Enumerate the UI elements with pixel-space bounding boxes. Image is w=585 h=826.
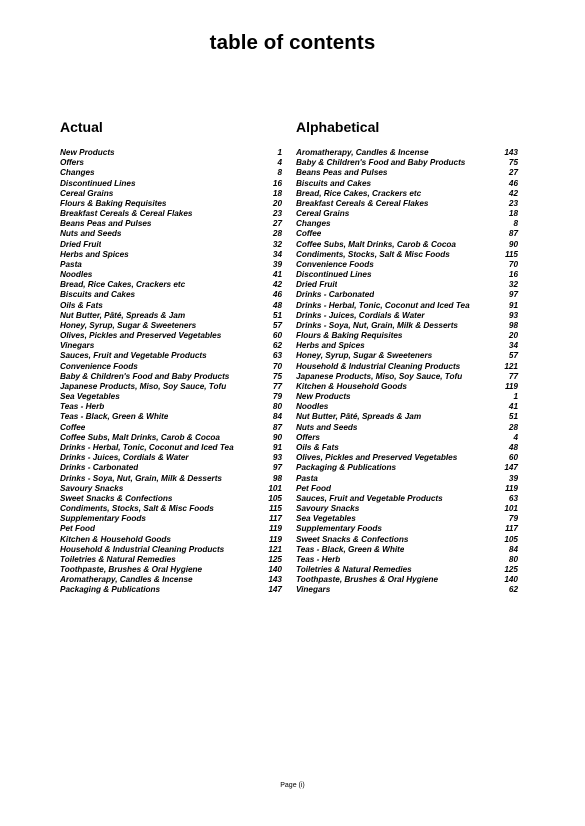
toc-entry[interactable] [296, 402, 518, 412]
actual-entry-list [60, 148, 282, 596]
toc-entry-title: Condiments, Stocks, Salt & Misc Foods [296, 249, 450, 259]
toc-entry-page: 20 [508, 331, 518, 341]
toc-entry-title: Coffee Subs, Malt Drinks, Carob & Cocoa [296, 239, 456, 249]
toc-entry-title: Sauces, Fruit and Vegetable Products [296, 493, 443, 503]
toc-entry-title: Teas - Black, Green & White [296, 544, 405, 554]
toc-entry-title: Pet Food [60, 524, 96, 534]
toc-entry-page: 105 [268, 493, 282, 503]
toc-entry[interactable] [296, 412, 518, 422]
toc-entry-title: Baby & Children's Food and Baby Products [296, 158, 466, 168]
toc-entry-page: 125 [268, 554, 282, 564]
toc-entry-title: Dried Fruit [60, 239, 102, 249]
toc-entry-page: 28 [508, 422, 518, 432]
toc-entry-title: Nuts and Seeds [296, 422, 358, 432]
toc-entry-page: 63 [272, 351, 282, 361]
toc-entry-page: 77 [508, 371, 518, 381]
toc-entry-page: 80 [272, 402, 282, 412]
toc-entry[interactable] [296, 362, 518, 372]
toc-entry-title: Discontinued Lines [296, 270, 372, 280]
toc-entry-page: 91 [508, 300, 518, 310]
toc-entry-page: 1 [277, 148, 282, 157]
toc-entry-title: Aromatherapy, Candles & Incense [296, 148, 429, 157]
toc-entry[interactable] [296, 219, 518, 229]
toc-entry[interactable] [60, 250, 282, 260]
toc-entry[interactable] [60, 545, 282, 555]
toc-entry[interactable] [296, 331, 518, 341]
toc-entry[interactable] [60, 331, 282, 341]
toc-entry-title: Sea Vegetables [60, 392, 120, 402]
toc-entry-title: Condiments, Stocks, Salt & Misc Foods [60, 504, 214, 514]
toc-entry-page: 91 [272, 442, 282, 452]
toc-entry-page: 70 [508, 259, 518, 269]
toc-entry[interactable] [296, 372, 518, 382]
toc-entry-page: 51 [272, 310, 282, 320]
toc-entry-page: 34 [272, 249, 282, 259]
toc-entry[interactable] [60, 585, 282, 595]
toc-entry[interactable] [60, 260, 282, 270]
toc-entry-page: 79 [272, 392, 282, 402]
toc-entry-page: 63 [508, 493, 518, 503]
toc-entry[interactable] [60, 535, 282, 545]
toc-entry-title: Nuts and Seeds [60, 229, 122, 239]
toc-entry-title: Drinks - Carbonated [296, 290, 375, 300]
toc-entry-title: Flours & Baking Requisites [296, 331, 403, 341]
toc-entry-page: 143 [268, 575, 282, 585]
toc-entry[interactable] [296, 494, 518, 504]
toc-entry-title: Household & Industrial Cleaning Products [296, 361, 461, 371]
toc-entry-title: Convenience Foods [60, 361, 138, 371]
toc-entry-page: 42 [272, 280, 282, 290]
toc-entry[interactable] [60, 484, 282, 494]
toc-entry-title: Household & Industrial Cleaning Products [60, 544, 225, 554]
toc-entry[interactable] [296, 585, 518, 595]
toc-entry-title: Toothpaste, Brushes & Oral Hygiene [296, 575, 439, 585]
toc-entry[interactable] [296, 535, 518, 545]
toc-entry-page: 90 [272, 432, 282, 442]
toc-entry[interactable] [60, 565, 282, 575]
toc-entry[interactable] [60, 311, 282, 321]
toc-entry-title: Oils & Fats [296, 442, 339, 452]
toc-entry-title: Cereal Grains [296, 209, 350, 219]
toc-entry[interactable] [60, 494, 282, 504]
toc-entry-title: Supplementary Foods [296, 524, 382, 534]
toc-entry-title: Coffee Subs, Malt Drinks, Carob & Cocoa [60, 432, 220, 442]
toc-entry-title: Vinegars [296, 585, 331, 595]
toc-entry-page: 87 [272, 422, 282, 432]
toc-entry[interactable] [296, 453, 518, 463]
toc-entry-page: 75 [508, 158, 518, 168]
toc-entry-page: 93 [508, 310, 518, 320]
toc-entry[interactable] [60, 341, 282, 351]
toc-entry-title: Olives, Pickles and Preserved Vegetables [296, 453, 458, 463]
toc-entry[interactable] [296, 575, 518, 585]
toc-entry[interactable] [60, 412, 282, 422]
toc-entry-page: 79 [508, 514, 518, 524]
toc-entry[interactable] [296, 474, 518, 484]
toc-entry-title: Japanese Products, Miso, Soy Sauce, Tofu [296, 371, 463, 381]
toc-entry-page: 117 [268, 514, 282, 524]
toc-entry-page: 140 [268, 565, 282, 575]
toc-entry-page: 1 [513, 392, 518, 402]
toc-entry-title: Sea Vegetables [296, 514, 356, 524]
toc-entry-page: 119 [268, 534, 282, 544]
toc-entry[interactable] [60, 280, 282, 290]
toc-entry[interactable] [296, 229, 518, 239]
toc-entry-title: Kitchen & Household Goods [60, 534, 171, 544]
toc-entry-title: Teas - Herb [296, 554, 341, 564]
toc-entry[interactable] [296, 270, 518, 280]
toc-entry[interactable] [60, 524, 282, 534]
toc-entry-page: 77 [272, 381, 282, 391]
toc-entry-page: 32 [508, 280, 518, 290]
toc-entry-title: Pasta [296, 473, 318, 483]
toc-entry[interactable] [60, 209, 282, 219]
toc-entry-page: 121 [504, 361, 518, 371]
toc-entry[interactable] [296, 168, 518, 178]
toc-entry[interactable] [296, 290, 518, 300]
toc-entry-title: Offers [296, 432, 320, 442]
toc-entry[interactable] [296, 433, 518, 443]
toc-entry[interactable] [60, 148, 282, 158]
alphabetical-entry-list [296, 148, 518, 596]
toc-entry-title: Nut Butter, Pâté, Spreads & Jam [296, 412, 422, 422]
toc-entry[interactable] [296, 189, 518, 199]
toc-entry-page: 147 [504, 463, 518, 473]
toc-entry-page: 42 [508, 188, 518, 198]
toc-entry-title: Biscuits and Cakes [296, 178, 372, 188]
alphabetical-column [296, 118, 518, 596]
toc-entry-title: Vinegars [60, 341, 95, 351]
toc-entry[interactable] [296, 351, 518, 361]
toc-entry-title: Oils & Fats [60, 300, 103, 310]
toc-entry-page: 90 [508, 239, 518, 249]
toc-entry[interactable] [296, 311, 518, 321]
toc-entry-title: Drinks - Juices, Cordials & Water [296, 310, 425, 320]
toc-entry-page: 39 [508, 473, 518, 483]
toc-entry-title: Offers [60, 158, 84, 168]
toc-entry-page: 101 [268, 483, 282, 493]
toc-entry[interactable] [60, 168, 282, 178]
toc-entry[interactable] [60, 443, 282, 453]
toc-entry-title: Toiletries & Natural Remedies [60, 554, 176, 564]
toc-entry-title: Changes [60, 168, 95, 178]
toc-entry-title: Drinks - Soya, Nut, Grain, Milk & Desserts [296, 320, 458, 330]
toc-entry-title: New Products [60, 148, 115, 157]
toc-entry-page: 84 [508, 544, 518, 554]
toc-entry-title: Honey, Syrup, Sugar & Sweeteners [60, 320, 197, 330]
toc-entry-title: Drinks - Soya, Nut, Grain, Milk & Desserts [60, 473, 222, 483]
toc-entry[interactable] [60, 189, 282, 199]
toc-entry-page: 23 [508, 198, 518, 208]
toc-entry[interactable] [296, 392, 518, 402]
toc-entry-page: 4 [277, 158, 282, 168]
toc-entry[interactable] [296, 545, 518, 555]
toc-entry-page: 115 [268, 504, 282, 514]
toc-entry-page: 48 [272, 300, 282, 310]
toc-entry-title: Honey, Syrup, Sugar & Sweeteners [296, 351, 433, 361]
toc-entry-page: 23 [272, 209, 282, 219]
toc-entry[interactable] [60, 199, 282, 209]
toc-entry-page: 105 [504, 534, 518, 544]
toc-entry-page: 51 [508, 412, 518, 422]
toc-entry-page: 101 [504, 504, 518, 514]
toc-entry[interactable] [296, 260, 518, 270]
toc-entry-title: Sweet Snacks & Confections [296, 534, 409, 544]
toc-entry-page: 125 [504, 565, 518, 575]
toc-entry[interactable] [296, 148, 518, 158]
toc-entry[interactable] [296, 565, 518, 575]
toc-entry-page: 87 [508, 229, 518, 239]
toc-entry-title: Flours & Baking Requisites [60, 198, 167, 208]
toc-entry-page: 27 [272, 219, 282, 229]
toc-entry-title: Savoury Snacks [296, 504, 360, 514]
toc-entry[interactable] [60, 423, 282, 433]
toc-entry-title: Bread, Rice Cakes, Crackers etc [296, 188, 422, 198]
toc-entry[interactable] [60, 219, 282, 229]
toc-entry-page: 60 [508, 453, 518, 463]
toc-entry-page: 32 [272, 239, 282, 249]
toc-entry-title: Supplementary Foods [60, 514, 146, 524]
toc-entry-title: Sweet Snacks & Confections [60, 493, 173, 503]
toc-entry-page: 93 [272, 453, 282, 463]
toc-entry-page: 48 [508, 442, 518, 452]
toc-entry-page: 18 [508, 209, 518, 219]
toc-entry-page: 39 [272, 259, 282, 269]
toc-entry-page: 8 [277, 168, 282, 178]
toc-entry[interactable] [60, 290, 282, 300]
toc-entry-title: Teas - Herb [60, 402, 105, 412]
toc-entry-page: 119 [504, 381, 518, 391]
toc-entry[interactable] [296, 158, 518, 168]
toc-entry-title: Cereal Grains [60, 188, 114, 198]
toc-entry-title: Drinks - Carbonated [60, 463, 139, 473]
toc-entry-title: Packaging & Publications [60, 585, 161, 595]
toc-entry[interactable] [60, 402, 282, 412]
toc-entry[interactable] [296, 484, 518, 494]
toc-entry-page: 57 [508, 351, 518, 361]
toc-entry[interactable] [60, 575, 282, 585]
toc-entry-page: 98 [272, 473, 282, 483]
toc-entry[interactable] [296, 321, 518, 331]
toc-entry-title: Herbs and Spices [60, 249, 129, 259]
toc-entry[interactable] [60, 463, 282, 473]
toc-entry-page: 16 [508, 270, 518, 280]
alphabetical-heading: Alphabetical [296, 119, 380, 135]
toc-entry-title: Sauces, Fruit and Vegetable Products [60, 351, 207, 361]
toc-entry-title: Biscuits and Cakes [60, 290, 136, 300]
toc-entry-title: Teas - Black, Green & White [60, 412, 169, 422]
actual-column [60, 118, 282, 596]
toc-entry-page: 60 [272, 331, 282, 341]
toc-entry[interactable] [296, 463, 518, 473]
toc-entry-page: 8 [513, 219, 518, 229]
toc-entry-title: Savoury Snacks [60, 483, 124, 493]
toc-entry[interactable] [60, 270, 282, 280]
toc-entry-title: Packaging & Publications [296, 463, 397, 473]
toc-entry-title: Drinks - Herbal, Tonic, Coconut and Iced Tea [60, 442, 234, 452]
toc-entry[interactable] [296, 199, 518, 209]
page-title: table of contents [209, 31, 376, 54]
toc-entry-title: Nut Butter, Pâté, Spreads & Jam [60, 310, 186, 320]
toc-entry-page: 20 [272, 198, 282, 208]
toc-entry-title: Drinks - Herbal, Tonic, Coconut and Iced Tea [296, 300, 470, 310]
toc-entry[interactable] [60, 474, 282, 484]
toc-entry[interactable] [60, 351, 282, 361]
toc-entry[interactable] [296, 209, 518, 219]
toc-entry-title: Toiletries & Natural Remedies [296, 565, 412, 575]
toc-entry-title: Breakfast Cereals & Cereal Flakes [296, 198, 429, 208]
toc-entry[interactable] [60, 179, 282, 189]
toc-entry[interactable] [296, 240, 518, 250]
toc-entry-title: New Products [296, 392, 351, 402]
toc-entry[interactable] [296, 301, 518, 311]
toc-entry-page: 115 [504, 249, 518, 259]
toc-entry-page: 80 [508, 554, 518, 564]
toc-entry-title: Coffee [296, 229, 322, 239]
toc-entry-page: 97 [272, 463, 282, 473]
toc-entry[interactable] [60, 514, 282, 524]
toc-entry-page: 28 [272, 229, 282, 239]
toc-entry-page: 121 [268, 544, 282, 554]
toc-entry-page: 16 [272, 178, 282, 188]
toc-entry-page: 4 [513, 432, 518, 442]
toc-entry-page: 97 [508, 290, 518, 300]
toc-entry[interactable] [296, 443, 518, 453]
toc-entry-page: 27 [508, 168, 518, 178]
toc-entry-title: Beans Peas and Pulses [60, 219, 152, 229]
toc-entry-page: 18 [272, 188, 282, 198]
toc-entry-title: Breakfast Cereals & Cereal Flakes [60, 209, 193, 219]
toc-entry[interactable] [60, 321, 282, 331]
toc-entry-page: 140 [504, 575, 518, 585]
toc-entry-title: Noodles [296, 402, 329, 412]
toc-entry-page: 34 [508, 341, 518, 351]
toc-entry-title: Herbs and Spices [296, 341, 365, 351]
toc-entry-title: Drinks - Juices, Cordials & Water [60, 453, 189, 463]
toc-entry[interactable] [60, 158, 282, 168]
toc-entry-title: Dried Fruit [296, 280, 338, 290]
toc-entry[interactable] [296, 524, 518, 534]
toc-entry-page: 70 [272, 361, 282, 371]
toc-entry-page: 98 [508, 320, 518, 330]
toc-entry[interactable] [60, 453, 282, 463]
toc-entry[interactable] [296, 250, 518, 260]
toc-entry-title: Noodles [60, 270, 93, 280]
toc-entry[interactable] [60, 372, 282, 382]
toc-entry-title: Pasta [60, 259, 82, 269]
toc-entry-title: Japanese Products, Miso, Soy Sauce, Tofu [60, 381, 227, 391]
toc-entry[interactable] [60, 433, 282, 443]
toc-entry-page: 41 [508, 402, 518, 412]
toc-entry[interactable] [60, 301, 282, 311]
toc-entry-page: 62 [508, 585, 518, 595]
toc-entry-title: Discontinued Lines [60, 178, 136, 188]
page-number: Page (i) [280, 782, 305, 789]
toc-entry-page: 119 [268, 524, 282, 534]
toc-entry-title: Kitchen & Household Goods [296, 381, 407, 391]
toc-entry[interactable] [60, 382, 282, 392]
toc-entry-title: Beans Peas and Pulses [296, 168, 388, 178]
toc-entry[interactable] [296, 555, 518, 565]
toc-entry-title: Coffee [60, 422, 86, 432]
toc-entry-title: Pet Food [296, 483, 332, 493]
toc-entry-title: Convenience Foods [296, 259, 374, 269]
toc-entry[interactable] [60, 229, 282, 239]
toc-entry-page: 46 [272, 290, 282, 300]
toc-entry-page: 147 [268, 585, 282, 595]
toc-entry[interactable] [296, 423, 518, 433]
toc-entry[interactable] [296, 341, 518, 351]
toc-entry-page: 46 [508, 178, 518, 188]
toc-entry[interactable] [296, 514, 518, 524]
toc-entry[interactable] [60, 392, 282, 402]
toc-entry[interactable] [296, 504, 518, 514]
toc-entry-page: 62 [272, 341, 282, 351]
toc-entry-page: 119 [504, 483, 518, 493]
actual-heading: Actual [60, 119, 103, 135]
toc-entry-title: Toothpaste, Brushes & Oral Hygiene [60, 565, 203, 575]
toc-entry-page: 117 [504, 524, 518, 534]
toc-entry-title: Bread, Rice Cakes, Crackers etc [60, 280, 186, 290]
toc-entry[interactable] [296, 179, 518, 189]
toc-entry-page: 57 [272, 320, 282, 330]
toc-entry-title: Baby & Children's Food and Baby Products [60, 371, 230, 381]
toc-entry[interactable] [60, 240, 282, 250]
toc-entry[interactable] [60, 555, 282, 565]
toc-entry[interactable] [296, 382, 518, 392]
toc-entry-page: 84 [272, 412, 282, 422]
toc-entry[interactable] [60, 504, 282, 514]
toc-entry-title: Aromatherapy, Candles & Incense [60, 575, 193, 585]
toc-entry-title: Olives, Pickles and Preserved Vegetables [60, 331, 222, 341]
toc-entry-page: 41 [272, 270, 282, 280]
toc-entry[interactable] [60, 362, 282, 372]
toc-entry-title: Changes [296, 219, 331, 229]
toc-entry-page: 143 [504, 148, 518, 157]
toc-entry[interactable] [296, 280, 518, 290]
toc-entry-page: 75 [272, 371, 282, 381]
